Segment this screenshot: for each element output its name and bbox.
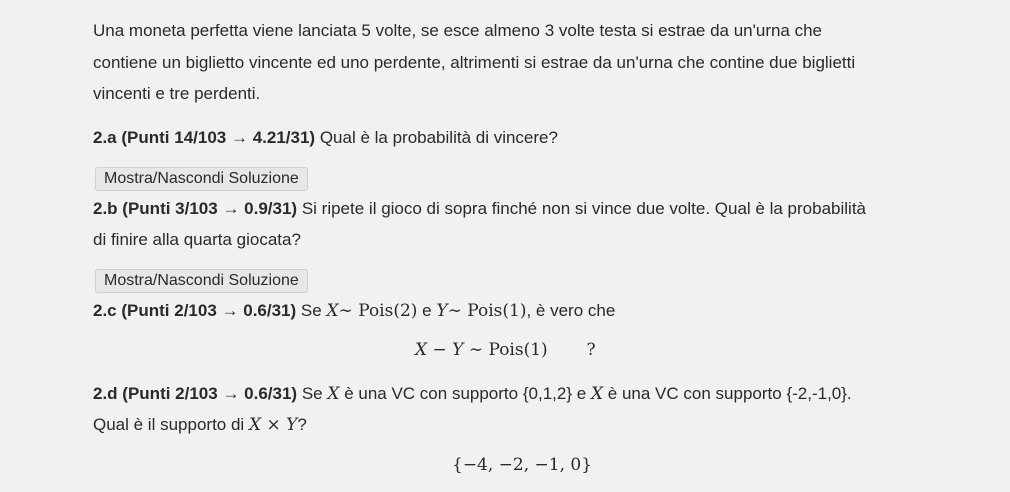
question-2d-mid-1: è una VC con supporto [344,384,519,403]
question-2c-points: (Punti 2/103 → 0.6/31) [121,301,297,320]
question-2d-var-x-2: X [590,384,604,404]
question-2c-dist-x: ∼ Pois(2) [338,301,418,321]
question-2a-number: 2.a [93,128,117,147]
question-2a-text: Qual è la probabilità di vincere? [319,128,558,147]
question-2c-formula-lhs: X − Y [415,340,464,360]
question-2b-points: (Punti 3/103 → 0.9/31) [122,199,298,218]
question-2d-mid-2: è una VC con supporto [607,384,782,403]
toggle-solution-2b-button[interactable]: Mostra/Nascondi Soluzione [95,269,308,293]
question-2a-points: (Punti 14/103 → 4.21/31) [121,128,316,147]
question-2c [93,301,615,321]
question-2d-number: 2.d [93,384,118,403]
question-2d-points: (Punti 2/103 → 0.6/31) [122,384,298,403]
question-2a [93,128,558,148]
question-2d-var-x: X [327,384,340,404]
question-2c-number: 2.c [93,301,117,320]
question-2b-text-line-1: Si ripete il gioco di sopra finché non si vince due volte. Qual è la probabilità [301,199,866,218]
question-2b [93,199,866,219]
question-2c-formula-rhs: ∼ Pois(1) [468,340,548,360]
question-2c-and: e [422,301,432,320]
question-2c-var-y: Y [436,301,448,321]
question-2d [93,384,852,404]
question-2d-support-1: {0,1,2} [522,384,573,403]
question-2c-pre: Se [300,301,322,320]
intro-line-2: contiene un biglietto vincente ed uno perdente, altrimenti si estrae da un'urna che contine due biglietti [93,53,856,72]
question-2d-answer: {−4, −2, −1, 0} [452,455,593,475]
question-2c-formula [415,340,596,360]
intro-line-1: Una moneta perfetta viene lanciata 5 volte, se esce almeno 3 volte testa si estrae da un'urna che [93,21,823,40]
question-2c-var-x: X [326,301,339,321]
question-2d-and: e [576,384,587,403]
question-2c-dist-y: ∼ Pois(1) [447,301,527,321]
question-2b-text-line-2: di finire alla quarta giocata? [93,230,301,249]
question-2d-line-2 [93,415,307,435]
question-2c-question-mark: ? [586,340,596,360]
intro-line-3: vincenti e tre perdenti. [93,84,261,103]
question-2d-line-2-pre: Qual è il supporto di [93,415,245,434]
question-2c-post: , è vero che [526,301,616,320]
question-2b-number: 2.b [93,199,118,218]
question-2d-support-2: {-2,-1,0}. [786,384,852,403]
question-2d-line-2-post: ? [297,415,307,434]
question-2d-pre: Se [301,384,323,403]
toggle-solution-2a-button[interactable]: Mostra/Nascondi Soluzione [95,167,308,191]
question-2d-line-2-math: X × Y [248,415,298,435]
